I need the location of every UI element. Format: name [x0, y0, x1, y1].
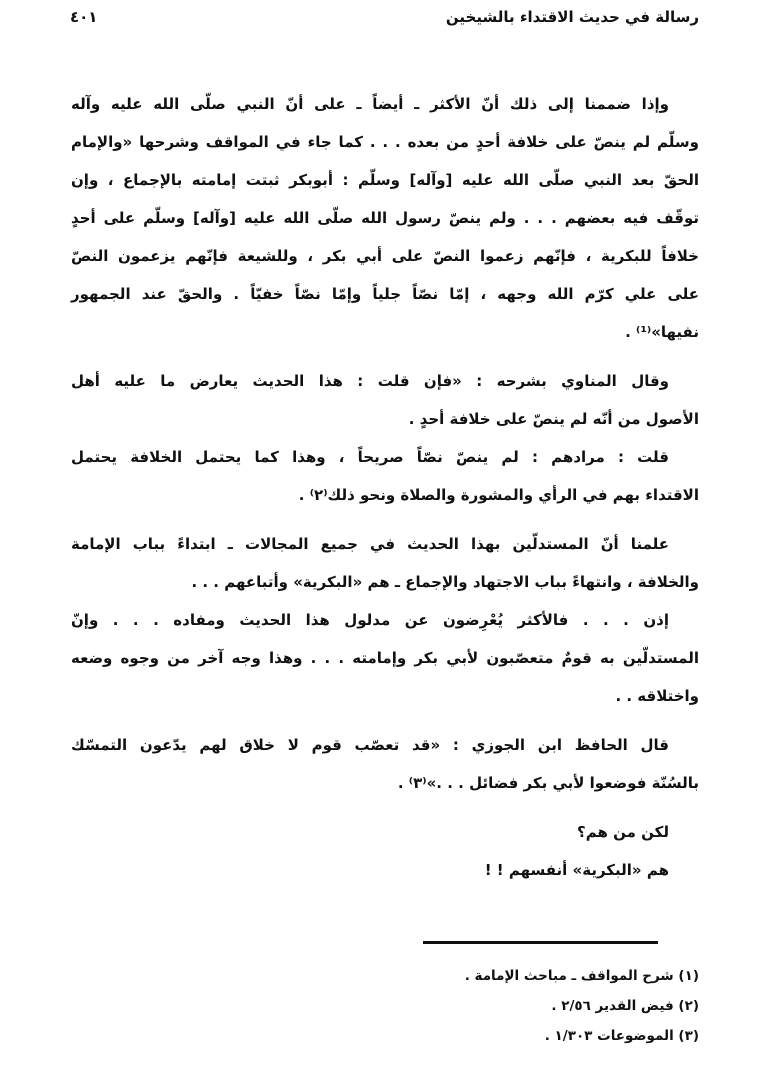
text-line: وقال المناوي بشرحه : «فإن قلت : هذا الحديث يعارض ما عليه أهل — [71, 372, 669, 390]
text-line: الأصول من أنّه لم ينصّ على خلافة أحدٍ . — [408, 410, 699, 428]
footnote: (١) شرح المواقف ـ مباحث الإمامة . — [464, 968, 699, 984]
text-line: إذن . . . فالأكثر يُعْرِضون عن مدلول هذا الحديث ومفاده . . . وإنّ — [71, 611, 669, 629]
text-line: علمنا أنّ المستدلّين بهذا الحديث في جميع المجالات ـ ابتداءً بباب الإمامة — [71, 535, 669, 553]
text-line: لكن من هم؟ — [577, 823, 669, 841]
text-lines — [71, 85, 699, 889]
text-line: على علي كرّم الله وجهه ، إمّا نصّاً جلياً وإمّا نصّاً خفيّاً . والحقّ عند الجمهور — [71, 285, 699, 303]
text-line: الاقتداء بهم في الرأي والمشورة والصلاة ونحو ذلك⁽٢⁾ . — [298, 486, 699, 504]
footnote: (٣) الموضوعات ١/٣٠٣ . — [544, 1028, 699, 1044]
text-line: خلافاً للبكرية ، فإنّهم زعموا النصّ على أبي بكر ، وللشيعة فإنّهم يزعمون النصّ — [71, 247, 699, 265]
text-line: قال الحافظ ابن الجوزي : «قد تعصّب قوم لا خلاق لهم يدّعون التمسّك — [71, 736, 669, 754]
text-line: توقّف فيه بعضهم . . . ولم ينصّ رسول الله صلّى الله عليه [وآله] وسلّم على أحدٍ — [71, 209, 699, 227]
body-text — [71, 85, 699, 1048]
text-line: نفيها»⁽¹⁾ . — [625, 323, 699, 341]
footnote: (٢) فيض القدير ٢/٥٦ . — [551, 998, 699, 1014]
text-line: قلت : مرادهم : لم ينصّ نصّاً صريحاً ، وهذا كما يحتمل الخلافة يحتمل — [71, 448, 669, 466]
text-line: وإذا ضممنا إلى ذلك أنّ الأكثر ـ أيضاً ـ على أنّ النبي صلّى الله عليه وآله — [71, 95, 669, 113]
text-line: المستدلّين به قومٌ متعصّبون لأبي بكر وإمامته . . . وهذا وجه آخر من وجوه وضعه — [71, 649, 699, 667]
text-line: الحقّ بعد النبي صلّى الله عليه [وآله] وسلّم : أبوبكر ثبتت إمامته بالإجماع ، وإن — [71, 171, 699, 189]
page-number: ٤٠١ — [70, 8, 98, 26]
running-header-title: رسالة في حديث الاقتداء بالشيخين — [445, 8, 699, 26]
text-line: هم «البكرية» أنفسهم ! ! — [484, 861, 669, 879]
footnote-divider — [423, 941, 658, 944]
text-line: بالسُنّة فوضعوا لأبي بكر فضائل . . .»⁽٣⁾ . — [397, 774, 699, 792]
text-line: وسلّم لم ينصّ على خلافة أحدٍ من بعده . . . كما جاء في المواقف وشرحها «والإمام — [71, 133, 699, 151]
text-line: واختلاقه . . — [615, 687, 699, 705]
text-line: والخلافة ، وانتهاءً بباب الاجتهاد والإجماع ـ هم «البكرية» وأتباعهم . . . — [191, 573, 699, 591]
